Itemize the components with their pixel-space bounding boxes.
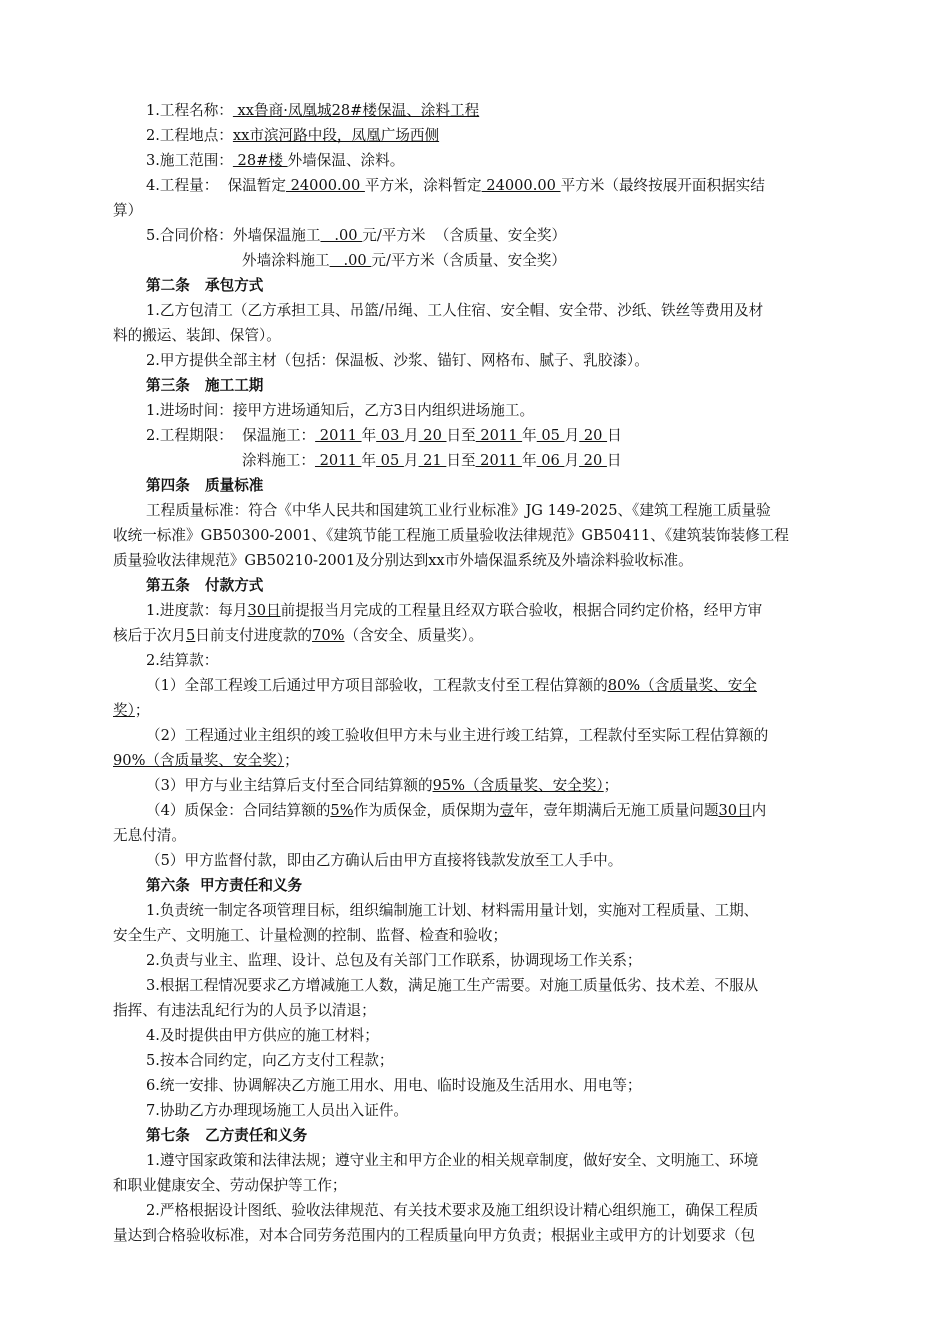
text-span: 第五条 付款方式	[146, 577, 264, 594]
text-line	[113, 1048, 863, 1073]
text-line	[113, 248, 863, 273]
text-span: 年	[521, 452, 537, 469]
underlined-fill-text: 28#楼	[232, 152, 288, 169]
text-line	[113, 423, 863, 448]
text-line	[113, 323, 863, 348]
underlined-fill-text: xx市滨河路中段，凤凰广场西侧	[232, 127, 440, 144]
underlined-fill-text: 20	[579, 427, 608, 444]
text-span: 料的搬运、装卸、保管）。	[113, 327, 281, 344]
contract-page	[113, 98, 863, 1248]
text-line	[113, 1098, 863, 1123]
text-span: 外墙保温、涂料。	[287, 152, 405, 169]
underlined-fill-text: 奖）	[113, 702, 135, 719]
text-span: 2.严格根据设计图纸、验收法律规范、有关技术要求及施工组织设计精心组织施工，确保工程质	[146, 1202, 759, 1219]
text-line	[113, 948, 863, 973]
text-line	[113, 1173, 863, 1198]
text-span: 第七条 乙方责任和义务	[146, 1127, 308, 1144]
text-line	[113, 773, 863, 798]
text-span: 日	[607, 427, 622, 444]
text-line	[113, 848, 863, 873]
underlined-fill-text: .00	[320, 227, 363, 244]
text-line	[113, 1223, 863, 1248]
underlined-fill-text: 03	[376, 427, 405, 444]
underlined-fill-text: 2011	[314, 452, 362, 469]
text-span: 2.负责与业主、监理、设计、总包及有关部门工作联系，协调现场工作关系；	[146, 952, 642, 969]
text-span: 月	[403, 452, 419, 469]
text-span: （1）全部工程竣工后通过甲方项目部验收，工程款支付至工程估算额的	[146, 677, 608, 694]
text-span: ；	[284, 752, 299, 769]
text-span: 涂料施工：	[242, 452, 315, 469]
text-line	[113, 198, 863, 223]
text-line	[113, 973, 863, 998]
text-span: 收统一标准》GB50300-2001、《建筑节能工程施工质量验收法律规范》GB50411、《建筑装饰装修工程	[113, 527, 789, 544]
text-line	[113, 673, 863, 698]
underlined-fill-text: 30日	[247, 602, 281, 619]
text-span: 外墙涂料施工	[242, 252, 330, 269]
text-span: 月	[564, 427, 580, 444]
text-span: 日前支付进度款的	[195, 627, 313, 644]
text-span: 月	[404, 427, 419, 444]
text-span: 前提报当月完成的工程量且经双方联合验收，根据合同约定价格，经甲方审	[280, 602, 763, 619]
text-span: 2.结算款：	[146, 652, 219, 669]
text-line	[113, 298, 863, 323]
underlined-fill-text: 2011	[475, 427, 523, 444]
text-span: 1.乙方包清工（乙方承担工具、吊篮/吊绳、工人住宿、安全帽、安全带、沙纸、铁丝等费用及材	[146, 302, 764, 319]
text-span: 年，壹年期满后无施工质量问题	[514, 802, 719, 819]
underlined-fill-text: 90%（含质量奖、安全奖）	[113, 752, 285, 769]
text-line	[113, 648, 863, 673]
text-span: 算）	[113, 202, 143, 219]
text-span: 日至	[446, 452, 476, 469]
section-heading	[113, 573, 863, 598]
text-span: 4.及时提供由甲方供应的施工材料；	[146, 1027, 379, 1044]
text-line	[113, 498, 863, 523]
text-span: 3.施工范围：	[146, 152, 233, 169]
underlined-fill-text: 70%	[312, 627, 345, 644]
text-span: 1.负责统一制定各项管理目标，组织编制施工计划、材料需用量计划，实施对工程质量、工期、	[146, 902, 759, 919]
text-span: 第二条 承包方式	[146, 277, 264, 294]
text-line	[113, 748, 863, 773]
text-span: 安全生产、文明施工、计量检测的控制、监督、检查和验收；	[113, 927, 508, 944]
text-span: ；	[134, 702, 150, 719]
text-span: （含安全、质量奖）。	[344, 627, 484, 644]
underlined-fill-text: 壹	[499, 802, 515, 819]
underlined-fill-text: 06	[536, 452, 565, 469]
text-span: 4.工程量： 保温暂定	[146, 177, 286, 194]
text-span: 日至	[446, 427, 476, 444]
underlined-fill-text: 2011	[315, 427, 362, 444]
underlined-fill-text: 20	[418, 427, 447, 444]
text-span: 质量验收法律规范》GB50210-2001及分别达到xx市外墙保温系统及外墙涂料验收标准。	[113, 552, 693, 569]
text-span: 第六条 甲方责任和义务	[146, 877, 303, 894]
text-line	[113, 623, 863, 648]
text-line	[113, 1023, 863, 1048]
text-span: 1.遵守国家政策和法律法规；遵守业主和甲方企业的相关规章制度，做好安全、文明施工、环境	[146, 1152, 759, 1169]
text-span: 第三条 施工工期	[146, 377, 264, 394]
text-span: （3）甲方与业主结算后支付至合同结算额的	[146, 777, 433, 794]
text-span: 2.甲方提供全部主材（包括：保温板、沙浆、锚钉、网格布、腻子、乳胶漆）。	[146, 352, 649, 369]
text-span: （2）工程通过业主组织的竣工验收但甲方未与业主进行竣工结算，工程款付至实际工程估算额的	[146, 727, 769, 744]
text-span: 2.工程期限： 保温施工：	[146, 427, 316, 444]
section-heading	[113, 473, 863, 498]
text-line	[113, 173, 863, 198]
underlined-fill-text: 24000.00	[481, 177, 561, 194]
text-line	[113, 223, 863, 248]
text-span: 作为质保金，质保期为	[353, 802, 500, 819]
text-line	[113, 98, 863, 123]
text-span: 内	[751, 802, 767, 819]
text-span: 5.按本合同约定，向乙方支付工程款；	[146, 1052, 394, 1069]
text-span: 量达到合格验收标准，对本合同劳务范围内的工程质量向甲方负责；根据业主或甲方的计划要求（包	[113, 1227, 756, 1244]
underlined-fill-text: .00	[329, 252, 372, 269]
text-line	[113, 598, 863, 623]
text-span: 月	[564, 452, 580, 469]
text-line	[113, 1148, 863, 1173]
text-span: 1.进场时间：接甲方进场通知后，乙方3日内组织进场施工。	[146, 402, 535, 419]
text-span: （5）甲方监督付款，即由乙方确认后由甲方直接将钱款发放至工人手中。	[146, 852, 623, 869]
text-span: 6.统一安排、协调解决乙方施工用水、用电、临时设施及生活用水、用电等；	[146, 1077, 642, 1094]
text-span: 日	[606, 452, 622, 469]
text-span: 第四条 质量标准	[146, 477, 264, 494]
text-line	[113, 723, 863, 748]
underlined-fill-text: 30日	[718, 802, 752, 819]
underlined-fill-text: 5	[185, 627, 196, 644]
text-span: 5.合同价格：外墙保温施工	[146, 227, 321, 244]
underlined-fill-text: 95%（含质量奖、安全奖）	[432, 777, 604, 794]
text-span: 指挥、有违法乱纪行为的人员予以清退；	[113, 1002, 376, 1019]
text-span: 核后于次月	[113, 627, 186, 644]
underlined-fill-text: 24000.00	[285, 177, 365, 194]
text-span: 平方米（最终按展开面积据实结	[560, 177, 765, 194]
section-heading	[113, 273, 863, 298]
text-line	[113, 398, 863, 423]
text-span: 无息付清。	[113, 827, 186, 844]
text-line	[113, 448, 863, 473]
text-span: 年	[522, 427, 537, 444]
underlined-fill-text: 21	[418, 452, 447, 469]
text-line	[113, 1198, 863, 1223]
text-span: 平方米，涂料暂定	[364, 177, 482, 194]
text-line	[113, 698, 863, 723]
text-span: 工程质量标准：符合《中华人民共和国建筑工业行业标准》JG 149-2025、《建筑工程施工质量验	[146, 502, 771, 519]
underlined-fill-text: 05	[536, 427, 565, 444]
section-heading	[113, 373, 863, 398]
text-span: 年	[361, 452, 377, 469]
underlined-fill-text: 05	[376, 452, 404, 469]
text-span: 年	[361, 427, 377, 444]
text-line	[113, 823, 863, 848]
text-span: 3.根据工程情况要求乙方增减施工人数，满足施工生产需要。对施工质量低劣、技术差、不服从	[146, 977, 759, 994]
text-line	[113, 148, 863, 173]
text-span: （4）质保金：合同结算额的	[146, 802, 331, 819]
text-span: 7.协助乙方办理现场施工人员出入证件。	[146, 1102, 409, 1119]
underlined-fill-text: 5%	[330, 802, 354, 819]
text-span: ；	[603, 777, 619, 794]
underlined-fill-text: 80%（含质量奖、安全	[607, 677, 757, 694]
text-line	[113, 923, 863, 948]
text-line	[113, 798, 863, 823]
text-line	[113, 1073, 863, 1098]
section-heading	[113, 873, 863, 898]
text-span: 元/平方米（含质量、安全奖）	[371, 252, 566, 269]
text-line	[113, 898, 863, 923]
text-line	[113, 123, 863, 148]
text-line	[113, 523, 863, 548]
text-line	[113, 998, 863, 1023]
underlined-fill-text: 2011	[475, 452, 522, 469]
text-line	[113, 348, 863, 373]
text-line	[113, 548, 863, 573]
text-span: 1.进度款：每月	[146, 602, 248, 619]
underlined-fill-text: 20	[579, 452, 607, 469]
text-span: 2.工程地点：	[146, 127, 233, 144]
underlined-fill-text: xx鲁商·凤凰城28#楼保温、涂料工程	[232, 102, 480, 119]
text-span: 1.工程名称：	[146, 102, 233, 119]
text-span: 元/平方米 （含质量、安全奖）	[362, 227, 567, 244]
section-heading	[113, 1123, 863, 1148]
text-span: 和职业健康安全、劳动保护等工作；	[113, 1177, 347, 1194]
